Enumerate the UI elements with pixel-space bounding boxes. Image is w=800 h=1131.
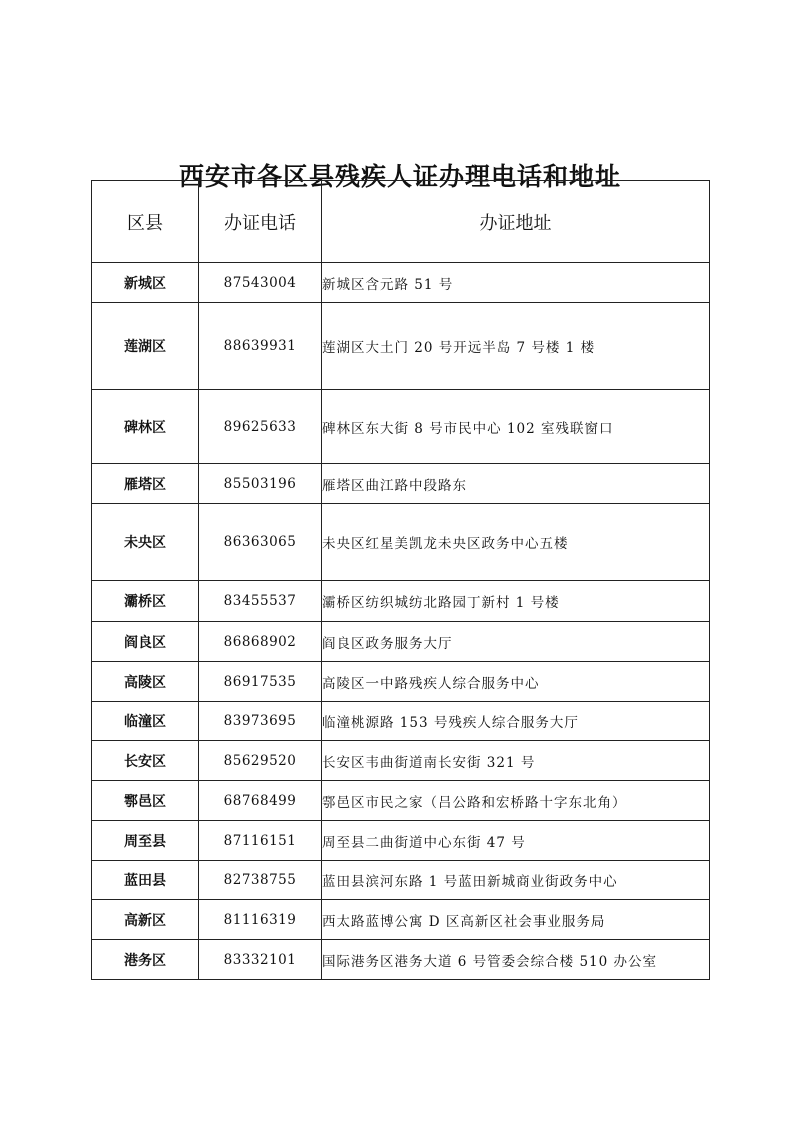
district-cell: 鄠邑区: [92, 781, 199, 821]
district-cell: 莲湖区: [92, 303, 199, 390]
table-row: [92, 662, 710, 702]
district-cell: 未央区: [92, 504, 199, 581]
phone-cell: 83455537: [199, 581, 322, 622]
address-cell: 新城区含元路 51 号: [322, 263, 710, 303]
table-row: [92, 861, 710, 900]
district-cell: 临潼区: [92, 702, 199, 741]
phone-cell: 86363065: [199, 504, 322, 581]
district-cell: 雁塔区: [92, 464, 199, 504]
table-header-row: [92, 181, 710, 263]
phone-cell: 86868902: [199, 622, 322, 662]
address-cell: 长安区韦曲街道南长安街 321 号: [322, 741, 710, 781]
address-cell: 碑林区东大街 8 号市民中心 102 室残联窗口: [322, 390, 710, 464]
table-row: [92, 900, 710, 940]
phone-cell: 86917535: [199, 662, 322, 702]
table-row: [92, 504, 710, 581]
header-district: 区县: [92, 181, 199, 263]
phone-cell: 87116151: [199, 821, 322, 861]
disability-card-office-table: [91, 180, 710, 980]
address-cell: 蓝田县滨河东路 1 号蓝田新城商业街政务中心: [322, 861, 710, 900]
district-cell: 港务区: [92, 940, 199, 980]
district-cell: 高新区: [92, 900, 199, 940]
table-row: [92, 390, 710, 464]
table-row: [92, 781, 710, 821]
document-title: 西安市各区县残疾人证办理电话和地址: [178, 161, 621, 191]
table-row: [92, 622, 710, 662]
address-cell: 鄠邑区市民之家（吕公路和宏桥路十字东北角）: [322, 781, 710, 821]
phone-cell: 83332101: [199, 940, 322, 980]
district-cell: 蓝田县: [92, 861, 199, 900]
phone-cell: 81116319: [199, 900, 322, 940]
district-cell: 长安区: [92, 741, 199, 781]
address-cell: 雁塔区曲江路中段路东: [322, 464, 710, 504]
district-cell: 碑林区: [92, 390, 199, 464]
phone-cell: 68768499: [199, 781, 322, 821]
address-cell: 国际港务区港务大道 6 号管委会综合楼 510 办公室: [322, 940, 710, 980]
phone-cell: 82738755: [199, 861, 322, 900]
district-cell: 高陵区: [92, 662, 199, 702]
address-cell: 西太路蓝博公寓 D 区高新区社会事业服务局: [322, 900, 710, 940]
table-row: [92, 303, 710, 390]
address-cell: 灞桥区纺织城纺北路园丁新村 1 号楼: [322, 581, 710, 622]
address-cell: 阎良区政务服务大厅: [322, 622, 710, 662]
district-cell: 阎良区: [92, 622, 199, 662]
header-phone: 办证电话: [199, 181, 322, 263]
address-cell: 高陵区一中路残疾人综合服务中心: [322, 662, 710, 702]
phone-cell: 88639931: [199, 303, 322, 390]
address-cell: 未央区红星美凯龙未央区政务中心五楼: [322, 504, 710, 581]
phone-cell: 89625633: [199, 390, 322, 464]
address-cell: 临潼桃源路 153 号残疾人综合服务大厅: [322, 702, 710, 741]
table-row: [92, 464, 710, 504]
phone-cell: 85629520: [199, 741, 322, 781]
district-cell: 周至县: [92, 821, 199, 861]
phone-cell: 87543004: [199, 263, 322, 303]
table-row: [92, 581, 710, 622]
phone-cell: 83973695: [199, 702, 322, 741]
header-address: 办证地址: [322, 181, 710, 263]
table-row: [92, 263, 710, 303]
table-row: [92, 940, 710, 980]
table-row: [92, 821, 710, 861]
phone-cell: 85503196: [199, 464, 322, 504]
table-row: [92, 741, 710, 781]
address-cell: 莲湖区大土门 20 号开远半岛 7 号楼 1 楼: [322, 303, 710, 390]
district-cell: 新城区: [92, 263, 199, 303]
table-row: [92, 702, 710, 741]
district-cell: 灞桥区: [92, 581, 199, 622]
address-cell: 周至县二曲街道中心东街 47 号: [322, 821, 710, 861]
